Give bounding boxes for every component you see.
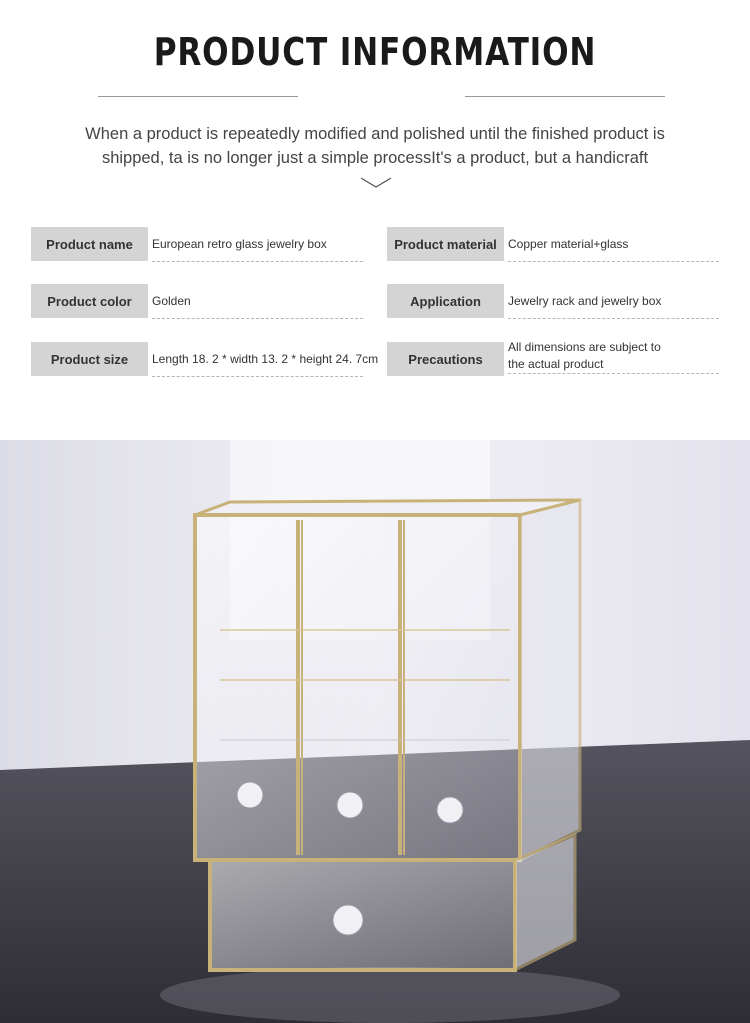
spec-row-product-material [387, 227, 719, 263]
spec-label: Product material [387, 227, 504, 261]
title-divider-left [98, 96, 298, 97]
spec-row-product-name [31, 227, 363, 263]
spec-row-product-size [31, 342, 379, 378]
intro-text [40, 122, 710, 170]
spec-value [508, 339, 719, 374]
spec-value: Length 18. 2 * width 13. 2 * height 24. 7cm [152, 342, 363, 377]
intro-line: When a product is repeatedly modified and polished until the finished product is [85, 125, 665, 143]
spec-row-product-color [31, 284, 363, 320]
spec-value: Golden [152, 284, 363, 319]
spec-value: Copper material+glass [508, 227, 719, 262]
product-photo [0, 440, 750, 1023]
spec-row-application [387, 284, 719, 320]
product-photo-illustration [0, 440, 750, 1023]
spec-label: Application [387, 284, 504, 318]
spec-label: Product color [31, 284, 148, 318]
page-title: PRODUCT INFORMATION [153, 30, 597, 74]
title-divider-right [465, 96, 665, 97]
spec-row-precautions [387, 342, 719, 378]
spec-label: Product name [31, 227, 148, 261]
spec-value: Jewelry rack and jewelry box [508, 284, 719, 319]
spec-value-line: All dimensions are subject to [508, 340, 661, 354]
intro-line: shipped, ta is no longer just a simple processIt's a product, but a handicraft [101, 149, 649, 167]
chevron-down-icon [360, 176, 392, 190]
spec-value-line: the actual product [508, 357, 604, 371]
spec-value: European retro glass jewelry box [152, 227, 363, 262]
spec-label: Precautions [387, 342, 504, 376]
spec-label: Product size [31, 342, 148, 376]
